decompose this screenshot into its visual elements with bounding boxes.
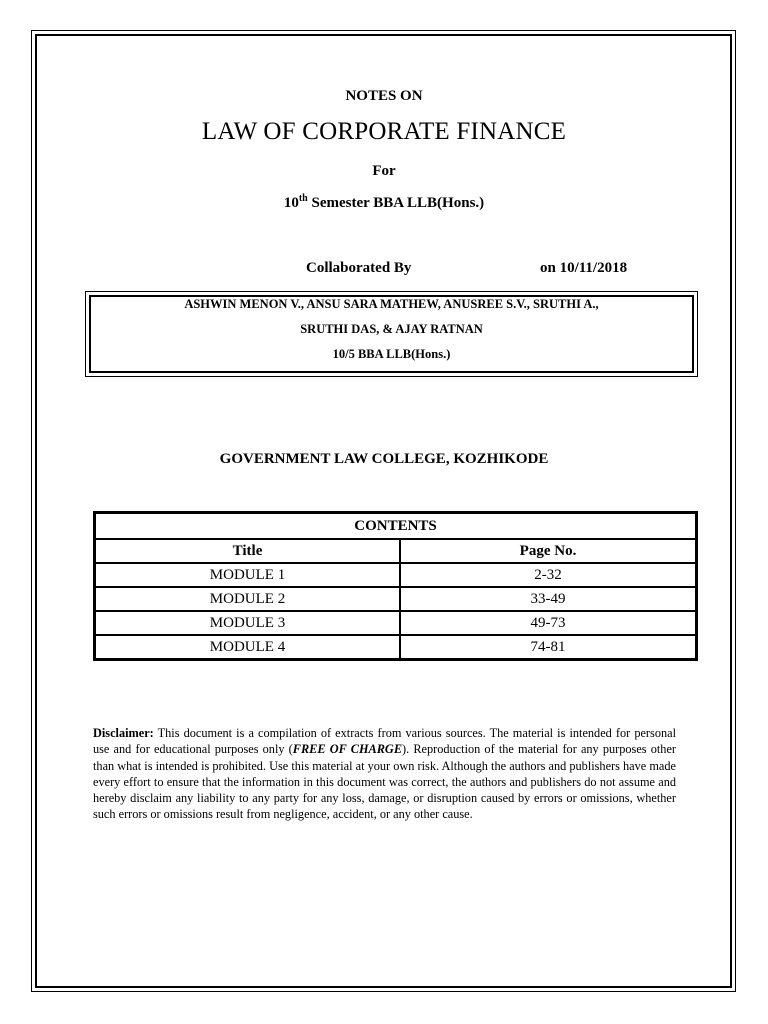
contents-heading: CONTENTS (95, 513, 697, 540)
module-pages: 33-49 (400, 587, 697, 611)
module-pages: 2-32 (400, 563, 697, 587)
module-title: MODULE 3 (95, 611, 401, 635)
column-header-page: Page No. (400, 539, 697, 563)
authors-class: 10/5 BBA LLB(Hons.) (332, 347, 451, 361)
for-label: For (372, 163, 396, 179)
disclaimer-text-1: This document is a compilation of extracts from various sources. The material is intended for personal use and for educational purposes only ( (93, 726, 676, 757)
disclaimer-paragraph (93, 725, 676, 823)
free-of-charge-text: FREE OF CHARGE (292, 742, 403, 757)
table-row (95, 587, 697, 611)
disclaimer-text-2: ). Reproduction of the material for any purposes other than what is intended is prohibited. Use this material at your own risk. Although the authors and publishers have made every effort to ensure that the information in this document was correct, the authors and publishers do not assume and hereby disclaim any liability to any party for any loss, damage, or disruption caused by errors or omissions, whether such errors or omissions result from negligence, accident, or any other cause. (93, 742, 676, 822)
table-row (95, 635, 697, 660)
semester-text: Semester BBA LLB(Hons.) (307, 195, 485, 211)
document-title: LAW OF CORPORATE FINANCE (201, 118, 567, 145)
collaborated-by-label: Collaborated By (306, 260, 412, 276)
contents-table (93, 511, 698, 661)
collaboration-date: on 10/11/2018 (540, 260, 628, 276)
college-name: GOVERNMENT LAW COLLEGE, KOZHIKODE (219, 451, 549, 467)
column-header-title: Title (95, 539, 401, 563)
table-row (95, 611, 697, 635)
authors-line-1: ASHWIN MENON V., ANSU SARA MATHEW, ANUSREE S.V., SRUTHI A., (184, 297, 599, 311)
module-title: MODULE 1 (95, 563, 401, 587)
module-title: MODULE 2 (95, 587, 401, 611)
module-pages: 49-73 (400, 611, 697, 635)
semester-suffix: th (298, 193, 308, 204)
module-pages: 74-81 (400, 635, 697, 660)
disclaimer-label: Disclaimer: (93, 726, 154, 740)
notes-on-heading: NOTES ON (345, 88, 423, 104)
table-row (95, 563, 697, 587)
module-title: MODULE 4 (95, 635, 401, 660)
semester-number: 10 (283, 195, 299, 211)
semester-line (0, 195, 768, 212)
authors-line-2: SRUTHI DAS, & AJAY RATNAN (300, 322, 483, 336)
